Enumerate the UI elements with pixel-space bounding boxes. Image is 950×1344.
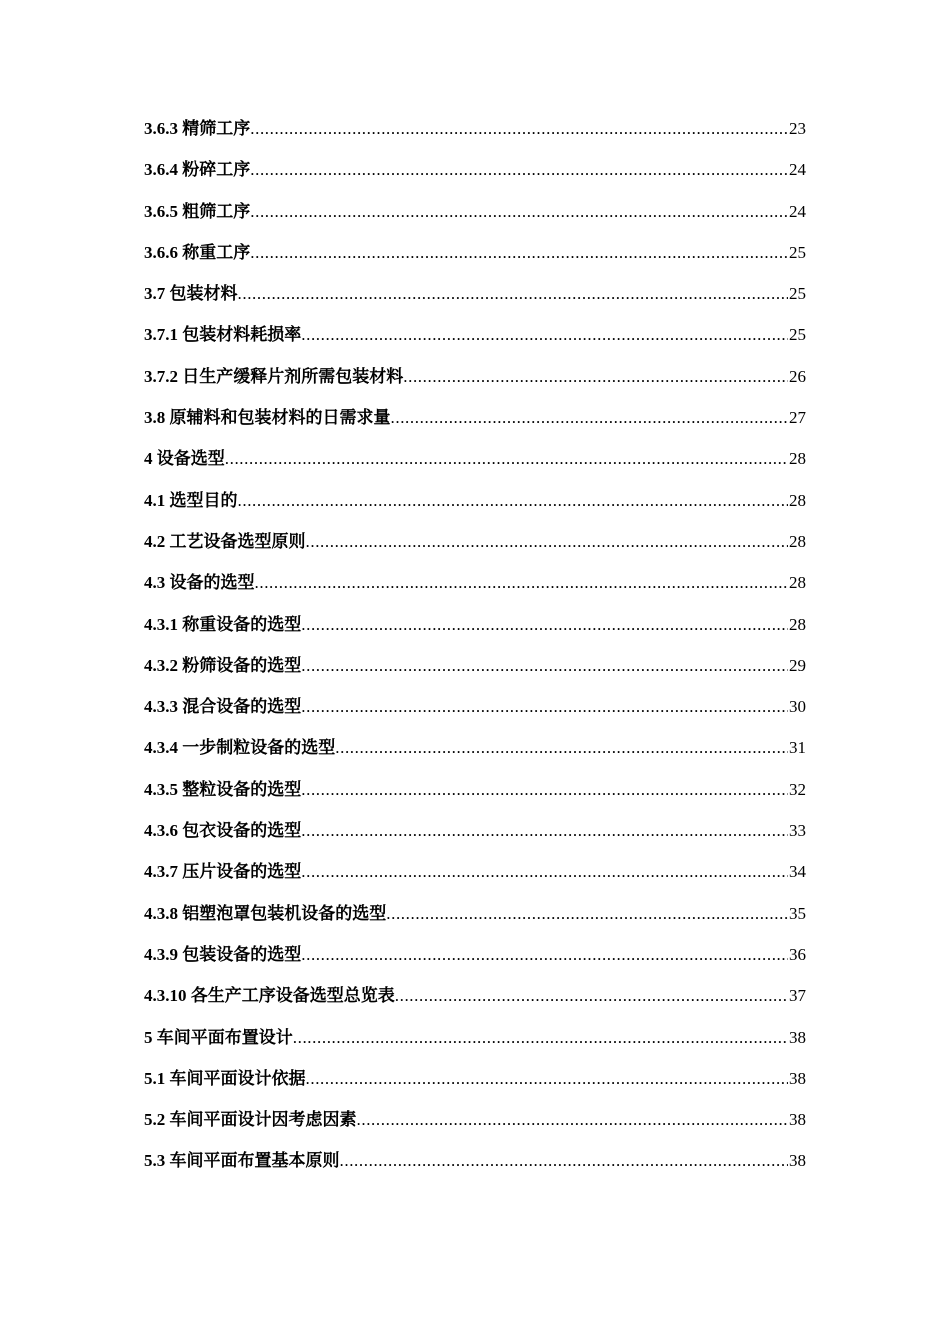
toc-entry-title: 4.2 工艺设备选型原则 xyxy=(144,531,306,551)
toc-entry[interactable] xyxy=(144,480,806,521)
toc-dot-leader xyxy=(301,645,788,686)
toc-entry[interactable] xyxy=(144,934,806,975)
toc-entry[interactable] xyxy=(144,1099,806,1140)
toc-entry-title: 5.1 车间平面设计依据 xyxy=(144,1068,306,1088)
toc-entry[interactable] xyxy=(144,356,806,397)
toc-entry-page: 25 xyxy=(789,242,806,262)
toc-entry-title: 4.3.3 混合设备的选型 xyxy=(144,697,302,717)
toc-entry-title: 4.3.2 粉筛设备的选型 xyxy=(144,655,302,675)
toc-entry-title: 5.2 车间平面设计因考虑因素 xyxy=(144,1110,357,1130)
toc-dot-leader xyxy=(301,314,788,355)
toc-dot-leader xyxy=(225,438,788,479)
toc-entry-title: 3.7 包装材料 xyxy=(144,284,238,304)
toc-dot-leader xyxy=(391,397,789,438)
toc-entry[interactable] xyxy=(144,521,806,562)
toc-dot-leader xyxy=(250,108,788,149)
toc-entry[interactable] xyxy=(144,893,806,934)
toc-entry[interactable] xyxy=(144,975,806,1016)
toc-dot-leader xyxy=(301,851,788,892)
toc-entry-page: 29 xyxy=(789,655,806,675)
toc-dot-leader xyxy=(255,562,789,603)
toc-entry-page: 28 xyxy=(789,531,806,551)
toc-dot-leader xyxy=(306,1058,789,1099)
toc-entry-title: 3.6.3 精筛工序 xyxy=(144,119,251,138)
toc-entry[interactable] xyxy=(144,604,806,645)
toc-dot-leader xyxy=(301,769,788,810)
toc-entry-title: 4.3.8 铝塑泡罩包装机设备的选型 xyxy=(144,903,387,923)
toc-dot-leader xyxy=(238,273,789,314)
toc-entry-title: 4.3.4 一步制粒设备的选型 xyxy=(144,738,336,758)
toc-entry[interactable] xyxy=(144,851,806,892)
toc-entry-page: 28 xyxy=(789,573,806,593)
toc-entry-title: 3.6.4 粉碎工序 xyxy=(144,160,251,180)
toc-dot-leader xyxy=(250,191,788,232)
toc-entry-page: 28 xyxy=(789,490,806,510)
toc-entry-page: 23 xyxy=(789,119,806,138)
toc-entry[interactable] xyxy=(144,273,806,314)
toc-entry-title: 5 车间平面布置设计 xyxy=(144,1027,293,1047)
toc-entry[interactable] xyxy=(144,1140,806,1181)
toc-entry-title: 3.6.5 粗筛工序 xyxy=(144,201,251,221)
toc-entry-page: 34 xyxy=(789,862,806,882)
toc-entry-page: 32 xyxy=(789,779,806,799)
toc-entry-title: 3.7.1 包装材料耗损率 xyxy=(144,325,302,345)
toc-entry-page: 31 xyxy=(789,738,806,758)
toc-dot-leader xyxy=(250,149,788,190)
toc-entry-title: 4.3.7 压片设备的选型 xyxy=(144,862,302,882)
toc-dot-leader xyxy=(250,232,788,273)
toc-dot-leader xyxy=(301,934,788,975)
toc-entry[interactable] xyxy=(144,727,806,768)
toc-entry-page: 24 xyxy=(789,160,806,180)
toc-dot-leader xyxy=(340,1140,789,1181)
toc-entry-page: 30 xyxy=(789,697,806,717)
toc-entry-page: 38 xyxy=(789,1027,806,1047)
toc-entry-page: 27 xyxy=(789,408,806,428)
toc-entry-title: 3.6.6 称重工序 xyxy=(144,242,251,262)
toc-entry[interactable] xyxy=(144,397,806,438)
toc-dot-leader xyxy=(306,521,789,562)
toc-entry-title: 4.3 设备的选型 xyxy=(144,573,255,593)
toc-entry-title: 3.8 原辅料和包装材料的日需求量 xyxy=(144,408,391,428)
toc-dot-leader xyxy=(403,356,788,397)
toc-entry-page: 38 xyxy=(789,1151,806,1171)
toc-entry-page: 24 xyxy=(789,201,806,221)
toc-dot-leader xyxy=(386,893,788,934)
toc-entry[interactable] xyxy=(144,438,806,479)
toc-dot-leader xyxy=(301,810,788,851)
toc-entry-page: 25 xyxy=(789,284,806,304)
toc-entry[interactable] xyxy=(144,191,806,232)
toc-dot-leader xyxy=(293,1017,788,1058)
toc-entry[interactable] xyxy=(144,314,806,355)
toc-entry[interactable] xyxy=(144,769,806,810)
toc-entry[interactable] xyxy=(144,645,806,686)
toc-dot-leader xyxy=(395,975,788,1016)
toc-entry-page: 38 xyxy=(789,1110,806,1130)
toc-entry-page: 35 xyxy=(789,903,806,923)
toc-entry-page: 26 xyxy=(789,366,806,386)
toc-entry[interactable] xyxy=(144,810,806,851)
toc-entry-title: 4.3.1 称重设备的选型 xyxy=(144,614,302,634)
toc-entry[interactable] xyxy=(144,232,806,273)
toc-entry-page: 38 xyxy=(789,1068,806,1088)
toc-entry-page: 28 xyxy=(789,614,806,634)
table-of-contents xyxy=(144,108,806,1182)
toc-entry[interactable] xyxy=(144,1058,806,1099)
toc-dot-leader xyxy=(301,686,788,727)
toc-dot-leader xyxy=(238,480,789,521)
toc-dot-leader xyxy=(301,604,788,645)
toc-entry-page: 37 xyxy=(789,986,806,1006)
toc-entry[interactable] xyxy=(144,562,806,603)
toc-entry[interactable] xyxy=(144,149,806,190)
toc-entry-page: 36 xyxy=(789,944,806,964)
toc-entry[interactable] xyxy=(144,108,806,149)
toc-dot-leader xyxy=(357,1099,789,1140)
toc-entry-page: 28 xyxy=(789,449,806,469)
toc-entry-title: 4.3.5 整粒设备的选型 xyxy=(144,779,302,799)
toc-entry-title: 4.3.10 各生产工序设备选型总览表 xyxy=(144,986,395,1006)
toc-entry[interactable] xyxy=(144,1017,806,1058)
toc-entry-title: 4.1 选型目的 xyxy=(144,490,238,510)
toc-entry-title: 4.3.9 包装设备的选型 xyxy=(144,944,302,964)
toc-entry[interactable] xyxy=(144,686,806,727)
toc-entry-title: 4.3.6 包衣设备的选型 xyxy=(144,821,302,841)
toc-entry-title: 4 设备选型 xyxy=(144,449,225,469)
toc-entry-page: 25 xyxy=(789,325,806,345)
toc-entry-title: 3.7.2 日生产缓释片剂所需包装材料 xyxy=(144,366,404,386)
toc-entry-page: 33 xyxy=(789,821,806,841)
toc-dot-leader xyxy=(335,727,788,768)
toc-entry-title: 5.3 车间平面布置基本原则 xyxy=(144,1151,340,1171)
